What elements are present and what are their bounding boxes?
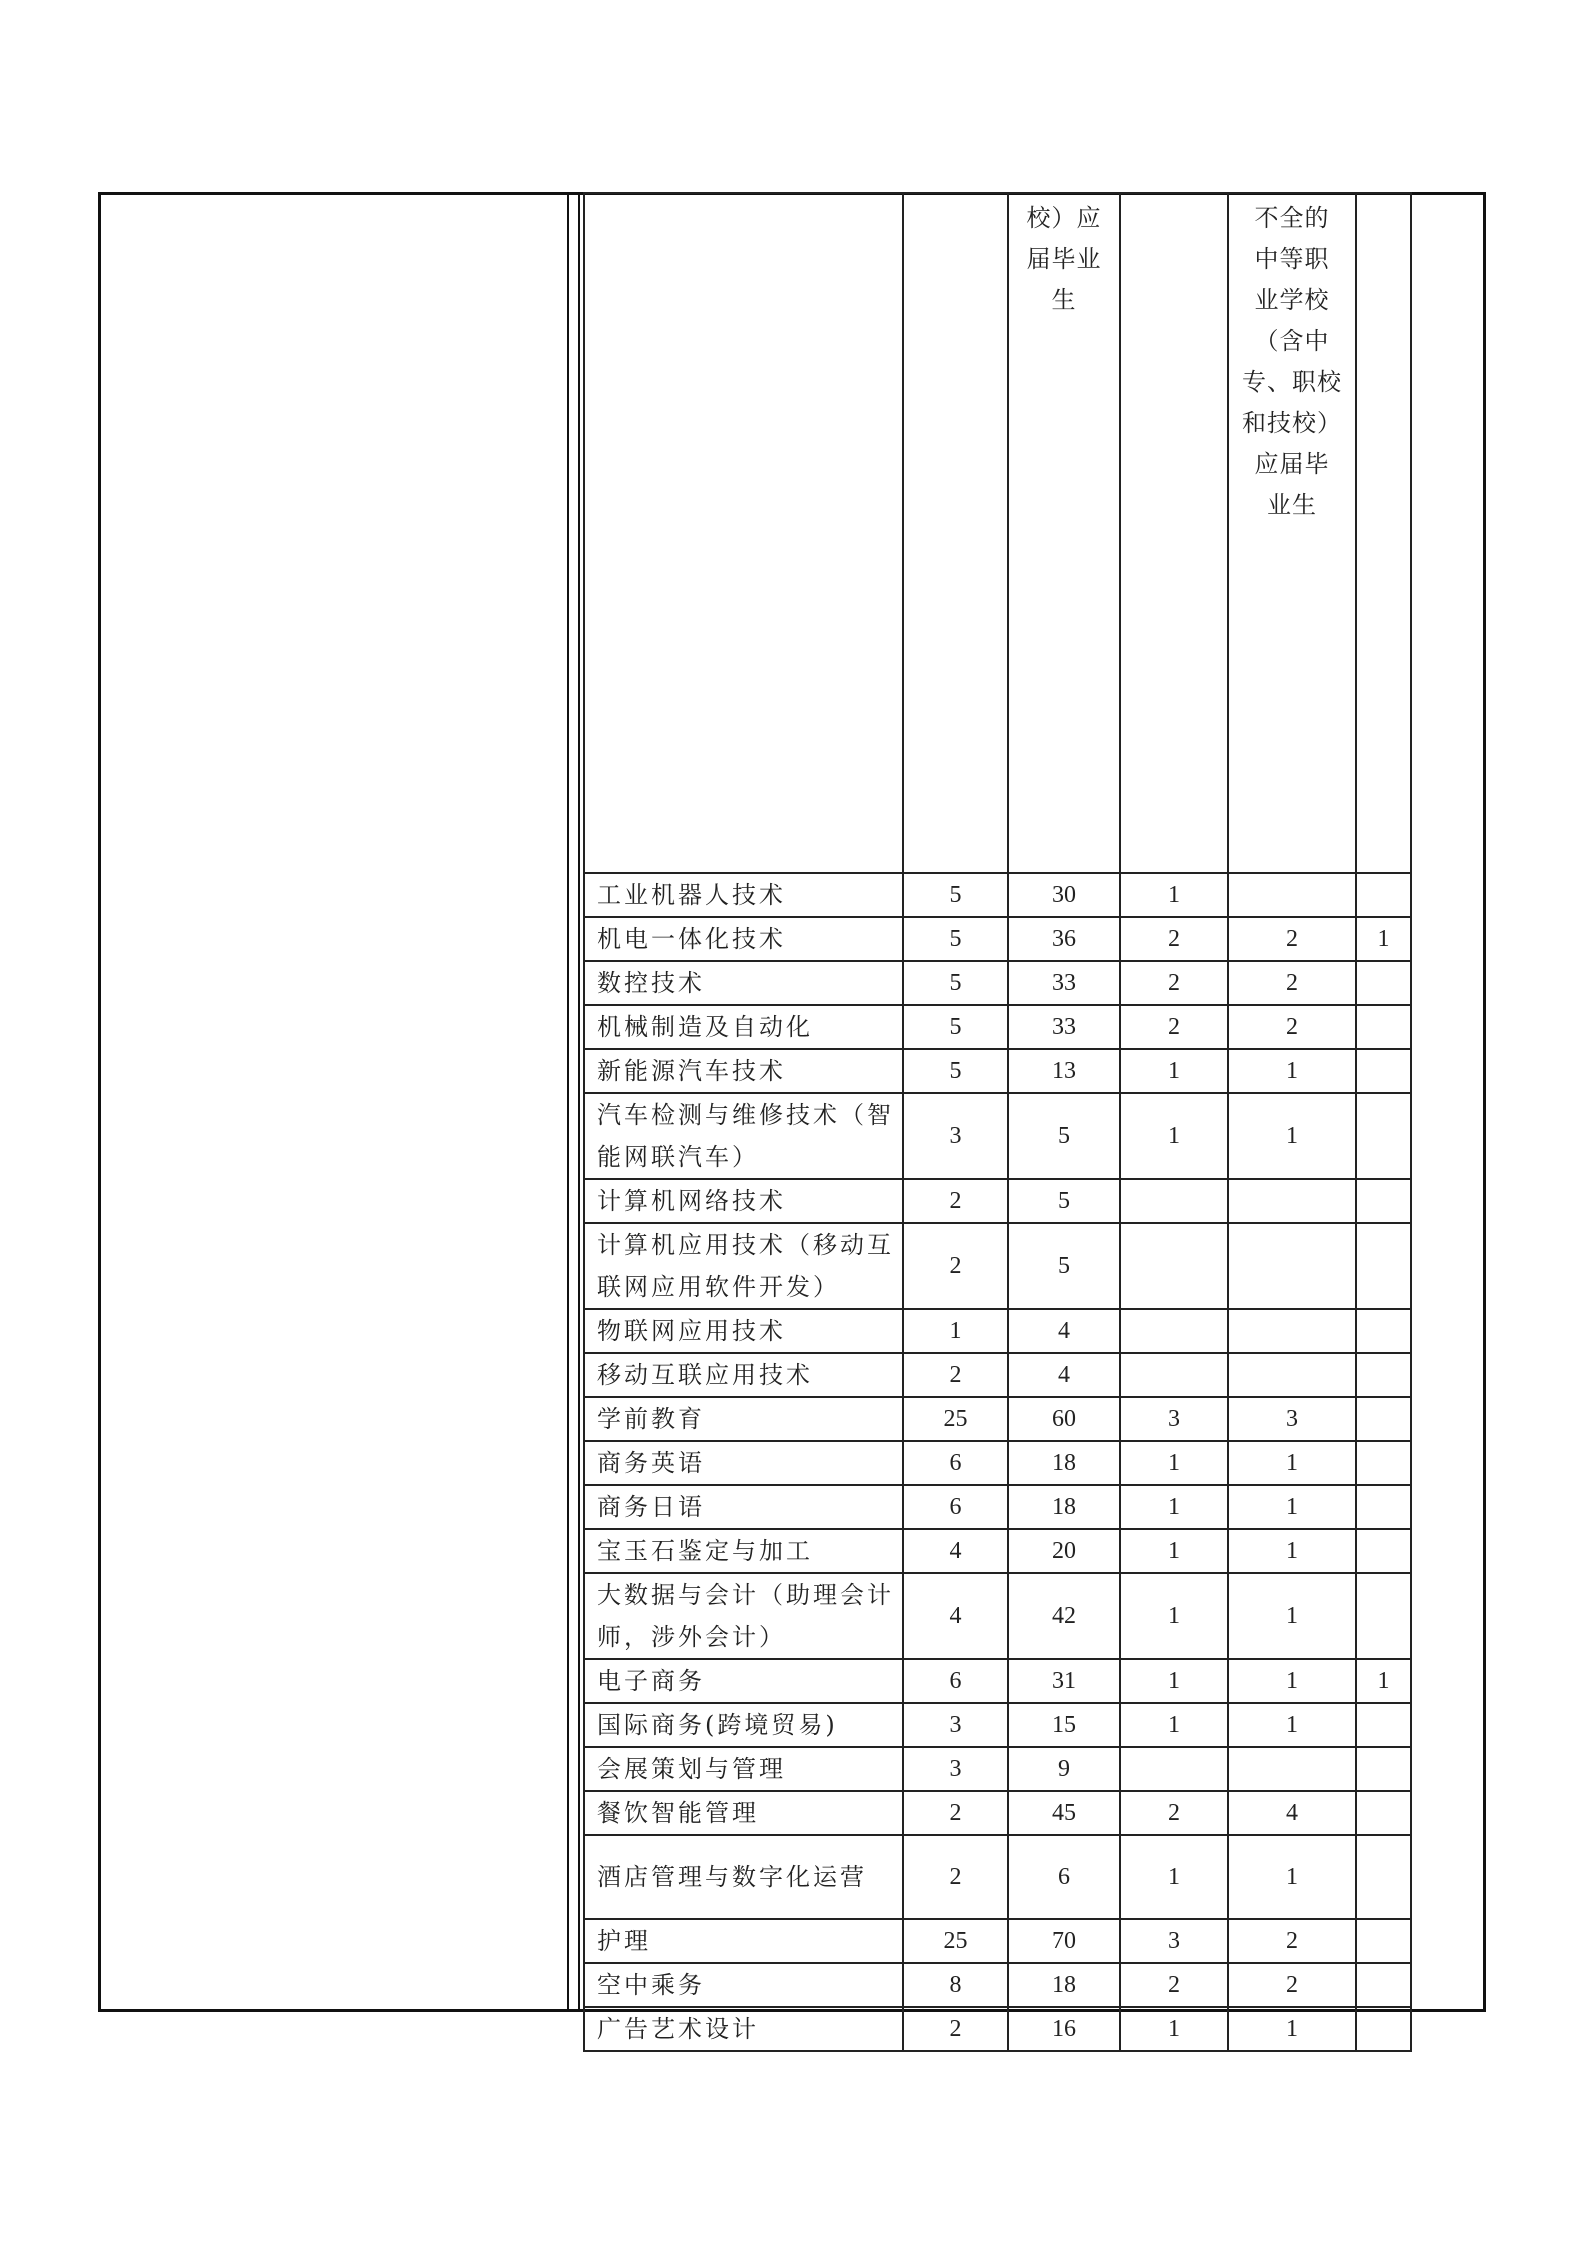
- count-cell: 20: [1008, 1529, 1120, 1573]
- header-cell: [903, 193, 1008, 873]
- count-cell: [1356, 961, 1411, 1005]
- count-cell: 4: [903, 1529, 1008, 1573]
- count-cell: 2: [1120, 1963, 1228, 2007]
- column-divider: [567, 192, 569, 2012]
- table-row: [584, 1835, 1411, 1919]
- major-name-cell: 计算机应用技术（移动互联网应用软件开发）: [584, 1223, 903, 1309]
- count-cell: [1356, 1179, 1411, 1223]
- header-cell: 校）应 届毕业 生: [1008, 193, 1120, 873]
- major-name-cell: 酒店管理与数字化运营: [584, 1835, 903, 1919]
- count-cell: 1: [1120, 1573, 1228, 1659]
- count-cell: [1120, 1223, 1228, 1309]
- count-cell: [1356, 1835, 1411, 1919]
- count-cell: 2: [903, 1223, 1008, 1309]
- major-name-cell: 计算机网络技术: [584, 1179, 903, 1223]
- count-cell: 1: [1228, 1093, 1356, 1179]
- count-cell: 2: [1120, 1791, 1228, 1835]
- count-cell: [1120, 1179, 1228, 1223]
- count-cell: 1: [1120, 1529, 1228, 1573]
- count-cell: 2: [1228, 1919, 1356, 1963]
- count-cell: [1356, 1049, 1411, 1093]
- count-cell: [1356, 1005, 1411, 1049]
- count-cell: 45: [1008, 1791, 1120, 1835]
- count-cell: 30: [1008, 873, 1120, 917]
- major-name-cell: 机械制造及自动化: [584, 1005, 903, 1049]
- count-cell: 9: [1008, 1747, 1120, 1791]
- header-row: [584, 193, 1411, 873]
- count-cell: [1228, 1179, 1356, 1223]
- count-cell: 5: [903, 961, 1008, 1005]
- table-row: [584, 917, 1411, 961]
- header-cell: [1356, 193, 1411, 873]
- count-cell: 2: [1120, 961, 1228, 1005]
- count-cell: 36: [1008, 917, 1120, 961]
- count-cell: 1: [1356, 917, 1411, 961]
- count-cell: [1356, 1309, 1411, 1353]
- count-cell: 1: [1228, 1703, 1356, 1747]
- table-row: [584, 1397, 1411, 1441]
- count-cell: 1: [1120, 1835, 1228, 1919]
- count-cell: 5: [1008, 1093, 1120, 1179]
- table-row: [584, 1485, 1411, 1529]
- table-row: [584, 1093, 1411, 1179]
- count-cell: 70: [1008, 1919, 1120, 1963]
- major-name-cell: 汽车检测与维修技术（智能网联汽车）: [584, 1093, 903, 1179]
- enrollment-table: [583, 192, 1412, 2052]
- table-row: [584, 1309, 1411, 1353]
- count-cell: 1: [1228, 1573, 1356, 1659]
- major-name-cell: 会展策划与管理: [584, 1747, 903, 1791]
- table-row: [584, 1353, 1411, 1397]
- table-row: [584, 1659, 1411, 1703]
- count-cell: 2: [1228, 917, 1356, 961]
- count-cell: 6: [903, 1485, 1008, 1529]
- count-cell: 4: [1008, 1309, 1120, 1353]
- major-name-cell: 学前教育: [584, 1397, 903, 1441]
- count-cell: [1228, 1309, 1356, 1353]
- header-cell: 不全的 中等职 业学校 （含中 专、职校 和技校） 应届毕 业生: [1228, 193, 1356, 873]
- count-cell: 2: [903, 1353, 1008, 1397]
- table-row: [584, 1703, 1411, 1747]
- count-cell: [1228, 873, 1356, 917]
- table-row: [584, 1049, 1411, 1093]
- major-name-cell: 工业机器人技术: [584, 873, 903, 917]
- count-cell: 25: [903, 1397, 1008, 1441]
- major-name-cell: 电子商务: [584, 1659, 903, 1703]
- column-divider: [578, 192, 580, 2012]
- count-cell: 2: [903, 1835, 1008, 1919]
- table-row: [584, 1529, 1411, 1573]
- count-cell: 4: [1228, 1791, 1356, 1835]
- count-cell: 42: [1008, 1573, 1120, 1659]
- count-cell: [1356, 1441, 1411, 1485]
- table-row: [584, 1223, 1411, 1309]
- count-cell: 1: [1228, 1049, 1356, 1093]
- count-cell: 33: [1008, 961, 1120, 1005]
- count-cell: 15: [1008, 1703, 1120, 1747]
- table-row: [584, 873, 1411, 917]
- count-cell: 5: [1008, 1179, 1120, 1223]
- table-row: [584, 1179, 1411, 1223]
- count-cell: [1356, 1573, 1411, 1659]
- count-cell: 1: [1228, 1441, 1356, 1485]
- count-cell: 3: [1120, 1919, 1228, 1963]
- count-cell: [1356, 1529, 1411, 1573]
- count-cell: 2: [1120, 1005, 1228, 1049]
- table-row: [584, 961, 1411, 1005]
- count-cell: 3: [903, 1703, 1008, 1747]
- major-name-cell: 移动互联应用技术: [584, 1353, 903, 1397]
- header-cell: [584, 193, 903, 873]
- count-cell: 2: [903, 1791, 1008, 1835]
- count-cell: 25: [903, 1919, 1008, 1963]
- count-cell: 18: [1008, 1485, 1120, 1529]
- table-row: [584, 1791, 1411, 1835]
- count-cell: 1: [1228, 2007, 1356, 2051]
- count-cell: 60: [1008, 1397, 1120, 1441]
- count-cell: [1228, 1353, 1356, 1397]
- count-cell: [1356, 1485, 1411, 1529]
- count-cell: 5: [903, 1005, 1008, 1049]
- count-cell: [1356, 1747, 1411, 1791]
- major-name-cell: 数控技术: [584, 961, 903, 1005]
- count-cell: 1: [1228, 1835, 1356, 1919]
- count-cell: 1: [1120, 1441, 1228, 1485]
- count-cell: 5: [1008, 1223, 1120, 1309]
- count-cell: [1356, 1353, 1411, 1397]
- table-row: [584, 1919, 1411, 1963]
- table-row: [584, 1963, 1411, 2007]
- count-cell: 2: [1228, 1963, 1356, 2007]
- count-cell: 2: [903, 2007, 1008, 2051]
- major-name-cell: 商务英语: [584, 1441, 903, 1485]
- count-cell: 33: [1008, 1005, 1120, 1049]
- count-cell: 1: [1228, 1485, 1356, 1529]
- table-row: [584, 1005, 1411, 1049]
- major-name-cell: 护理: [584, 1919, 903, 1963]
- count-cell: 1: [1228, 1529, 1356, 1573]
- count-cell: 3: [1120, 1397, 1228, 1441]
- table-row: [584, 2007, 1411, 2051]
- count-cell: 5: [903, 917, 1008, 961]
- count-cell: 3: [1228, 1397, 1356, 1441]
- major-name-cell: 国际商务(跨境贸易): [584, 1703, 903, 1747]
- count-cell: [1356, 2007, 1411, 2051]
- major-name-cell: 广告艺术设计: [584, 2007, 903, 2051]
- count-cell: 1: [1120, 1485, 1228, 1529]
- count-cell: 6: [1008, 1835, 1120, 1919]
- count-cell: 3: [903, 1747, 1008, 1791]
- count-cell: 16: [1008, 2007, 1120, 2051]
- count-cell: [1356, 1223, 1411, 1309]
- count-cell: 1: [1120, 873, 1228, 917]
- count-cell: 1: [903, 1309, 1008, 1353]
- count-cell: [1356, 1093, 1411, 1179]
- count-cell: [1356, 1963, 1411, 2007]
- count-cell: 2: [1120, 917, 1228, 961]
- count-cell: 5: [903, 873, 1008, 917]
- count-cell: 1: [1120, 1703, 1228, 1747]
- table-row: [584, 1747, 1411, 1791]
- count-cell: [1356, 873, 1411, 917]
- major-name-cell: 餐饮智能管理: [584, 1791, 903, 1835]
- major-name-cell: 商务日语: [584, 1485, 903, 1529]
- count-cell: 2: [1228, 961, 1356, 1005]
- major-name-cell: 大数据与会计（助理会计师，涉外会计）: [584, 1573, 903, 1659]
- count-cell: 5: [903, 1049, 1008, 1093]
- count-cell: 6: [903, 1441, 1008, 1485]
- count-cell: 13: [1008, 1049, 1120, 1093]
- count-cell: 2: [1228, 1005, 1356, 1049]
- count-cell: 18: [1008, 1441, 1120, 1485]
- count-cell: 6: [903, 1659, 1008, 1703]
- count-cell: [1356, 1791, 1411, 1835]
- header-cell: [1120, 193, 1228, 873]
- count-cell: [1120, 1353, 1228, 1397]
- count-cell: 1: [1120, 2007, 1228, 2051]
- count-cell: 1: [1356, 1659, 1411, 1703]
- count-cell: 1: [1120, 1093, 1228, 1179]
- count-cell: [1120, 1747, 1228, 1791]
- count-cell: [1228, 1223, 1356, 1309]
- count-cell: 18: [1008, 1963, 1120, 2007]
- major-name-cell: 空中乘务: [584, 1963, 903, 2007]
- table-row: [584, 1441, 1411, 1485]
- count-cell: 8: [903, 1963, 1008, 2007]
- count-cell: [1356, 1397, 1411, 1441]
- count-cell: 1: [1120, 1659, 1228, 1703]
- count-cell: 1: [1228, 1659, 1356, 1703]
- count-cell: 4: [1008, 1353, 1120, 1397]
- count-cell: 3: [903, 1093, 1008, 1179]
- count-cell: 31: [1008, 1659, 1120, 1703]
- count-cell: [1120, 1309, 1228, 1353]
- count-cell: [1356, 1919, 1411, 1963]
- major-name-cell: 新能源汽车技术: [584, 1049, 903, 1093]
- table-row: [584, 1573, 1411, 1659]
- count-cell: [1228, 1747, 1356, 1791]
- count-cell: 2: [903, 1179, 1008, 1223]
- major-name-cell: 机电一体化技术: [584, 917, 903, 961]
- count-cell: [1356, 1703, 1411, 1747]
- major-name-cell: 物联网应用技术: [584, 1309, 903, 1353]
- count-cell: 4: [903, 1573, 1008, 1659]
- major-name-cell: 宝玉石鉴定与加工: [584, 1529, 903, 1573]
- count-cell: 1: [1120, 1049, 1228, 1093]
